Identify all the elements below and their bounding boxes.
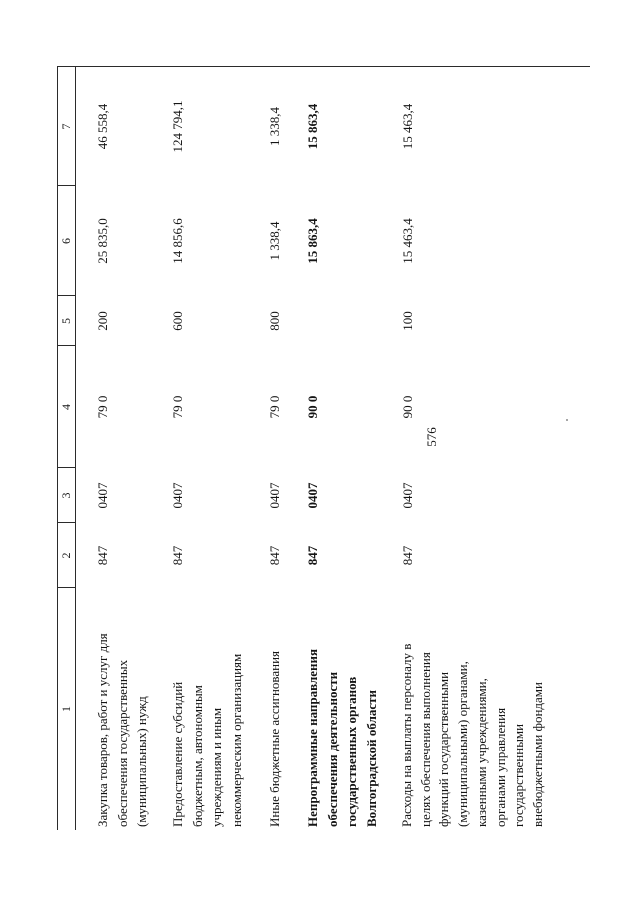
cell-col-7: 15 863,4 (305, 103, 320, 150)
table-row (93, 0, 149, 905)
cell-col-2: 847 (267, 545, 282, 566)
scan-speck (566, 419, 568, 421)
header-cell-col-5: 5 (59, 318, 73, 324)
row-description-line: государственными (511, 723, 527, 827)
cell-col-5: 200 (95, 311, 110, 331)
cell-col-4: 79 0 (267, 395, 282, 419)
cell-col-6: 14 856,6 (170, 218, 185, 264)
cell-col-3: 0407 (305, 482, 320, 509)
row-description-line: Непрограммные направления (305, 648, 320, 827)
row-description-line: обеспечения государственных (114, 659, 130, 827)
cell-col-2: 847 (95, 545, 110, 566)
row-description-line: (муниципальными) органами, (455, 661, 471, 827)
cell-col-3: 0407 (267, 482, 282, 509)
header-cell-col-1: 1 (59, 706, 73, 712)
cell-col-7: 124 794,1 (170, 100, 185, 153)
table-row (303, 0, 379, 905)
row-description-line: учреждениям и иным (209, 707, 224, 827)
cell-col-7: 1 338,4 (267, 107, 282, 146)
cell-col-6: 15 863,4 (305, 218, 320, 264)
header-cell-col-7: 7 (59, 123, 73, 130)
cell-col-7: 15 463,4 (400, 103, 415, 150)
cell-col-4: 79 0 (170, 395, 185, 419)
row-description-line: целях обеспечения выполнения (417, 652, 433, 827)
cell-col-3: 0407 (400, 482, 415, 509)
cell-col-5: 100 (400, 311, 415, 331)
header-cell-col-3: 3 (59, 492, 73, 499)
cell-col-3: 0407 (95, 482, 110, 509)
cell-col-2: 847 (305, 545, 320, 566)
row-description-line: обеспечения деятельности (324, 671, 340, 827)
row-description (265, 591, 285, 827)
cell-col-5: 800 (267, 311, 282, 331)
row-description-line: некоммерческим организациям (228, 653, 244, 827)
cell-col-2: 847 (400, 545, 415, 566)
cell-col-4: 79 0 (95, 395, 110, 419)
row-description-line: Закупка товаров, работ и услуг для (95, 633, 110, 827)
row-description-line: бюджетным, автономным (189, 685, 205, 827)
row-description-line: Расходы на выплаты персоналу в (399, 643, 414, 827)
cell-col-4: 90 0 (305, 395, 320, 419)
table-right-border (57, 66, 590, 67)
table-row (168, 0, 244, 905)
row-description (398, 591, 548, 827)
cell-col-6: 1 338,4 (267, 221, 282, 261)
cell-col-2: 847 (170, 545, 185, 566)
cell-col-5: 600 (170, 311, 185, 331)
row-description-line: органами управления (492, 707, 508, 827)
row-description-line: Волгоградской области (363, 689, 379, 827)
row-description (303, 591, 381, 827)
cell-col-6: 15 463,4 (400, 218, 415, 264)
header-bottom-rule (75, 67, 76, 830)
header-cell-col-2: 2 (59, 552, 73, 559)
row-description-line: (муниципальных) нужд (134, 696, 149, 827)
cell-col-7: 46 558,4 (95, 103, 110, 150)
row-description (168, 591, 246, 827)
row-description-line: функций государственными (436, 671, 452, 827)
row-description (93, 591, 152, 827)
page-number: 576 (424, 427, 439, 447)
header-cell-col-6: 6 (59, 238, 73, 244)
table-row (265, 0, 282, 905)
cell-col-6: 25 835,0 (95, 218, 110, 264)
header-cell-col-4: 4 (59, 404, 73, 410)
cell-col-3: 0407 (170, 482, 185, 509)
row-description-line: Предоставление субсидий (170, 681, 185, 827)
cell-col-4: 90 0 (400, 395, 415, 419)
row-description-line: Иные бюджетные ассигнования (267, 650, 282, 827)
row-description-line: государственных органов (344, 676, 359, 827)
row-description-line: внебюджетными фондами (529, 682, 545, 827)
row-description-line: казенными учреждениями, (473, 678, 489, 827)
